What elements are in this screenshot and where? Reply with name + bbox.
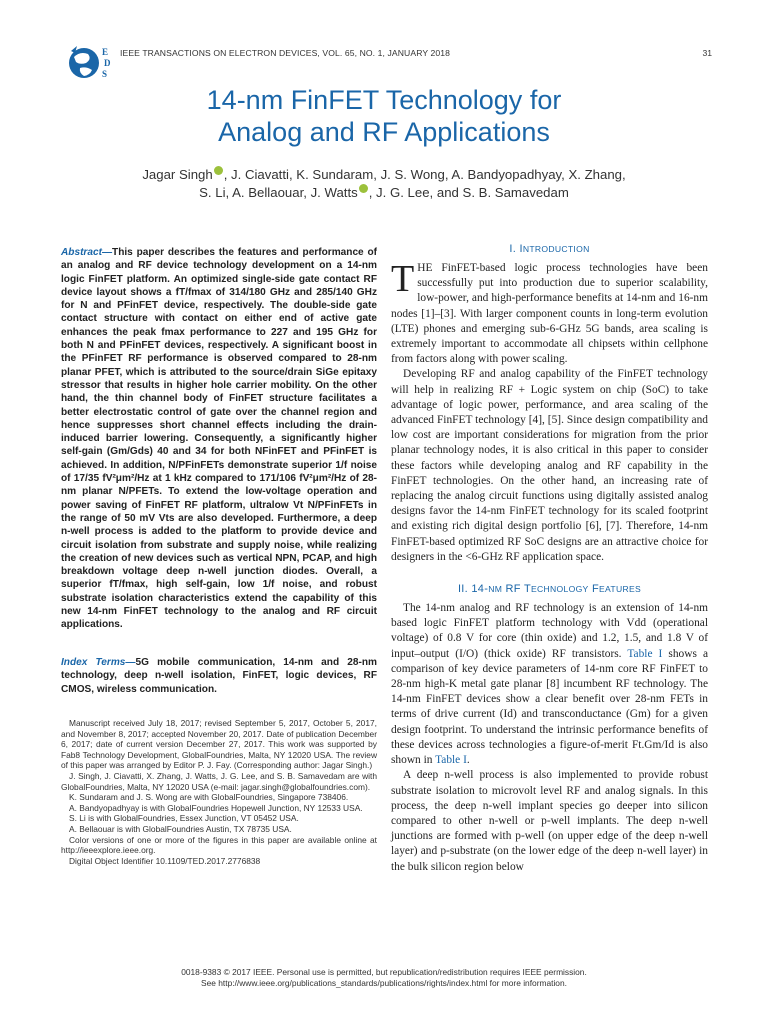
orcid-icon[interactable] [214, 166, 223, 175]
footnote [61, 718, 377, 866]
abstract-label: Abstract [61, 247, 102, 258]
author-names: , J. G. Lee, and S. B. Samavedam [368, 185, 569, 200]
index-terms-dash: — [125, 657, 136, 668]
table-link[interactable]: Table I [627, 647, 663, 660]
heading-part: RF T [502, 583, 531, 596]
footnote-paragraph: Color versions of one or more of the figures in this paper are available online at http://ieeexplore.ieee.org. [61, 834, 377, 856]
svg-text:S: S [102, 69, 108, 79]
copyright-line-2: See http://www.ieee.org/publications_standards/publications/rights/index.html for more information. [201, 978, 567, 988]
paragraph-text: shows a comparison of key device parameters of 14-nm core RF FinFET to 28-nm high-K metal gate planar [8] incumbent RF technology. The 14-nm FinFET devices show a clear benefit over 28-nm FETs in terms of drive current (Id) and transconductance (Gm) for a given design footprint. To understand the intrinsic performance benefits of these devices across technologies a figure-of-merit Ft.Gm/Id is also shown in [391, 647, 708, 767]
heading-smallcaps: NTRODUCTION [522, 244, 590, 254]
eds-logo-icon [66, 43, 118, 83]
journal-name: IEEE TRANSACTIONS ON ELECTRON DEVICES, VOL. 65, NO. 1, JANUARY 2018 [120, 48, 451, 58]
author-names: , J. Ciavatti, K. Sundaram, J. S. Wong, A. Bandyopadhyay, X. Zhang, [223, 167, 626, 182]
footnote-paragraph: A. Bellaouar is with GlobalFoundries Austin, TX 78735 USA. [69, 823, 292, 834]
heading-smallcaps: ECHNOLOGY [530, 584, 589, 595]
index-terms-text: 5G mobile communication, 14-nm and 28-nm technology, deep n-well isolation, FinFET, logic devices, RF CMOS, wireless communication. [61, 657, 377, 695]
section-heading-introduction [391, 243, 708, 255]
title-line-2: Analog and RF Applications [218, 117, 550, 147]
author-name: Jagar Singh [142, 167, 213, 182]
dropcap: T [391, 258, 415, 300]
heading-cap: I [519, 243, 523, 255]
paragraph: A deep n-well process is also implemented to provide robust substrate isolation to microvolt level RF and analog signals. In this process, the deep n-well implant species go deeper into silicon compared to other n-well or p-well implants. The deep n-well junctions are formed with p-well (on upper edge of the deep n-well layer) and p-substrate (on the lower edge of the deep n-well layer) in the bulk silicon region below [391, 769, 708, 873]
paragraph-text: . [466, 754, 470, 767]
index-terms-label: Index Terms [61, 657, 126, 668]
heading-part: F [588, 583, 599, 596]
paragraph: Developing RF and analog capability of the FinFET technology will help in realizing RF + Logic system on chip (SoC) to take advantage of logic power, performance, and area scaling of the advanced FinFET technology [4], [5]. Since design compatibility and low cost are important considerations for migration from the prior planar technology nodes, it is also critical in this paper to consider these factors while developing analog and RF capability in the FinFET technologies. On the other hand, an increasing rate of replacing the analog circuit functions using digitally assisted analog designs favor the 14-nm FinFET technology for its scaled footprint and existing rich digital design portfolio [6], [7]. Therefore, 14-nm FinFET-based optimized RF SoC designs are an attractive choice for designers in the <6-GHz RF application space. [391, 368, 708, 563]
section-heading-rf-features [391, 583, 708, 595]
copyright-line-1: 0018-9383 © 2017 IEEE. Personal use is permitted, but republication/redistribution requires IEEE permission. [181, 967, 587, 977]
footnote-paragraph: J. Singh, J. Ciavatti, X. Zhang, J. Watts, J. G. Lee, and S. B. Samavedam are with GlobalFoundries, Malta, NY 12020 USA (e-mail: jagar.singh@globalfoundries.com). [61, 770, 377, 792]
paragraph [391, 258, 708, 367]
title-line-1: 14-nm FinFET Technology for [206, 85, 562, 115]
page-header [66, 43, 712, 83]
section-numeral: I. [509, 243, 520, 255]
author-list [0, 166, 768, 202]
paper-title [0, 84, 768, 148]
orcid-icon[interactable] [359, 184, 368, 193]
section-numeral: II. [457, 583, 472, 596]
svg-text:D: D [104, 58, 111, 68]
author-line-2 [0, 184, 768, 202]
heading-part: 14- [471, 583, 489, 596]
abstract [61, 246, 377, 632]
svg-text:E: E [102, 47, 109, 57]
index-terms [61, 656, 377, 696]
author-names: S. Li, A. Bellaouar, J. Watts [199, 185, 358, 200]
heading-smallcaps: EATURES [598, 584, 642, 595]
author-line-1 [0, 166, 768, 184]
footnote-paragraph: A. Bandyopadhyay is with GlobalFoundries Hopewell Junction, NY 12533 USA. [69, 802, 363, 813]
introduction-body [391, 258, 708, 565]
rf-features-body [391, 601, 708, 875]
right-column [391, 243, 708, 875]
page-number: 31 [702, 48, 712, 58]
paragraph [391, 601, 708, 768]
footnote-paragraph: Manuscript received July 18, 2017; revised September 5, 2017, October 5, 2017, and November 8, 2017; accepted November 20, 2017. Date of publication December 6, 2017; date of current version December 27, 2017. This work was supported by Fab8 Technology Development, GlobalFoundries, Malta, NY 12020 USA. The review of this paper was arranged by Editor P. J. Fay. (Corresponding author: Jagar Singh.) [61, 718, 377, 771]
footnote-paragraph: K. Sundaram and J. S. Wong are with GlobalFoundries, Singapore 738406. [69, 792, 349, 803]
paragraph-text: HE FinFET-based logic process technologies have been successfully put into production due to superior scalability, low-power, and high-performance benefits at 14-nm and 16-nm nodes [1]–[3]. With larger component counts in long-term evolution (LTE) phones and emerging sub-6-GHz 5G bands, area scaling is extremely important to accommodate all chipsets within cellphone from factors along with power scaling. [391, 262, 708, 366]
abstract-dash: — [101, 247, 113, 258]
abstract-text: This paper describes the features and performance of an analog and RF device technology development on a 14-nm logic FinFET platform. An optimized single-side gate contact RF device layout shows a fT/fmax of 314/180 GHz and 285/140 GHz for N and PFinFET device, respectively. The double-side gate contact structure with contact on either end of active gate enhances the peak fmax performance to 227 and 195 GHz for both N and PFinFET devices, respectively. A significant boost in the PFinFET RF performance is observed compared to 28-nm planar PFET, which is attributed to the source/drain SiGe epitaxy stressor that results in higher hole carrier mobility. On the other hand, the thin channel body of FinFET structure facilitates a better electrostatic control of gate over the channel region and hence suppresses short channel effects including the drain-induced barrier lowering. Consequently, a significantly higher self-gain (Gm/Gds) 40 and 34 for both NFinFET and PFinFET is achieved. In addition, N/PFinFETs demonstrate superior 1/f noise of 17/35 fV²μm²/Hz at 1 kHz compared to 171/106 fV²μm²/Hz of 28-nm planar N/PFETs. To extend the low-voltage operation and power saving of FinFET RF platform, ultralow Vt N/PFinFETs in the range of 50 mV Vts are also developed. Furthermore, a deep n-well process is added to the platform to provide device and circuit isolation from substrate and supply noise, while realizing the creation of new devices such as vertical NPN, PCAP, and high breakdown voltage deep n-well junction diodes. Overall, a superior fT/fmax, high self-gain, low 1/f noise, and robust substrate isolation characteristics extend the capability of this new 14-nm FinFET technology to the analog and RF circuit applications. [61, 247, 377, 631]
copyright-notice [0, 967, 768, 989]
footnote-paragraph: S. Li is with GlobalFoundries, Essex Junction, VT 05452 USA. [69, 813, 299, 824]
paragraph-text: The 14-nm analog and RF technology is an extension of 14-nm based logic FinFET platform technology with Vdd (operational voltage) of 0.8 V for core (thin oxide) and 1.2, 1.5, and 1.8 V of input–output (I/O) (thick oxide) RF transistors. [391, 602, 708, 660]
footnote-paragraph: Digital Object Identifier 10.1109/TED.2017.2776838 [69, 855, 261, 866]
heading-smallcaps: NM [488, 584, 503, 595]
table-link[interactable]: Table I [435, 754, 467, 767]
